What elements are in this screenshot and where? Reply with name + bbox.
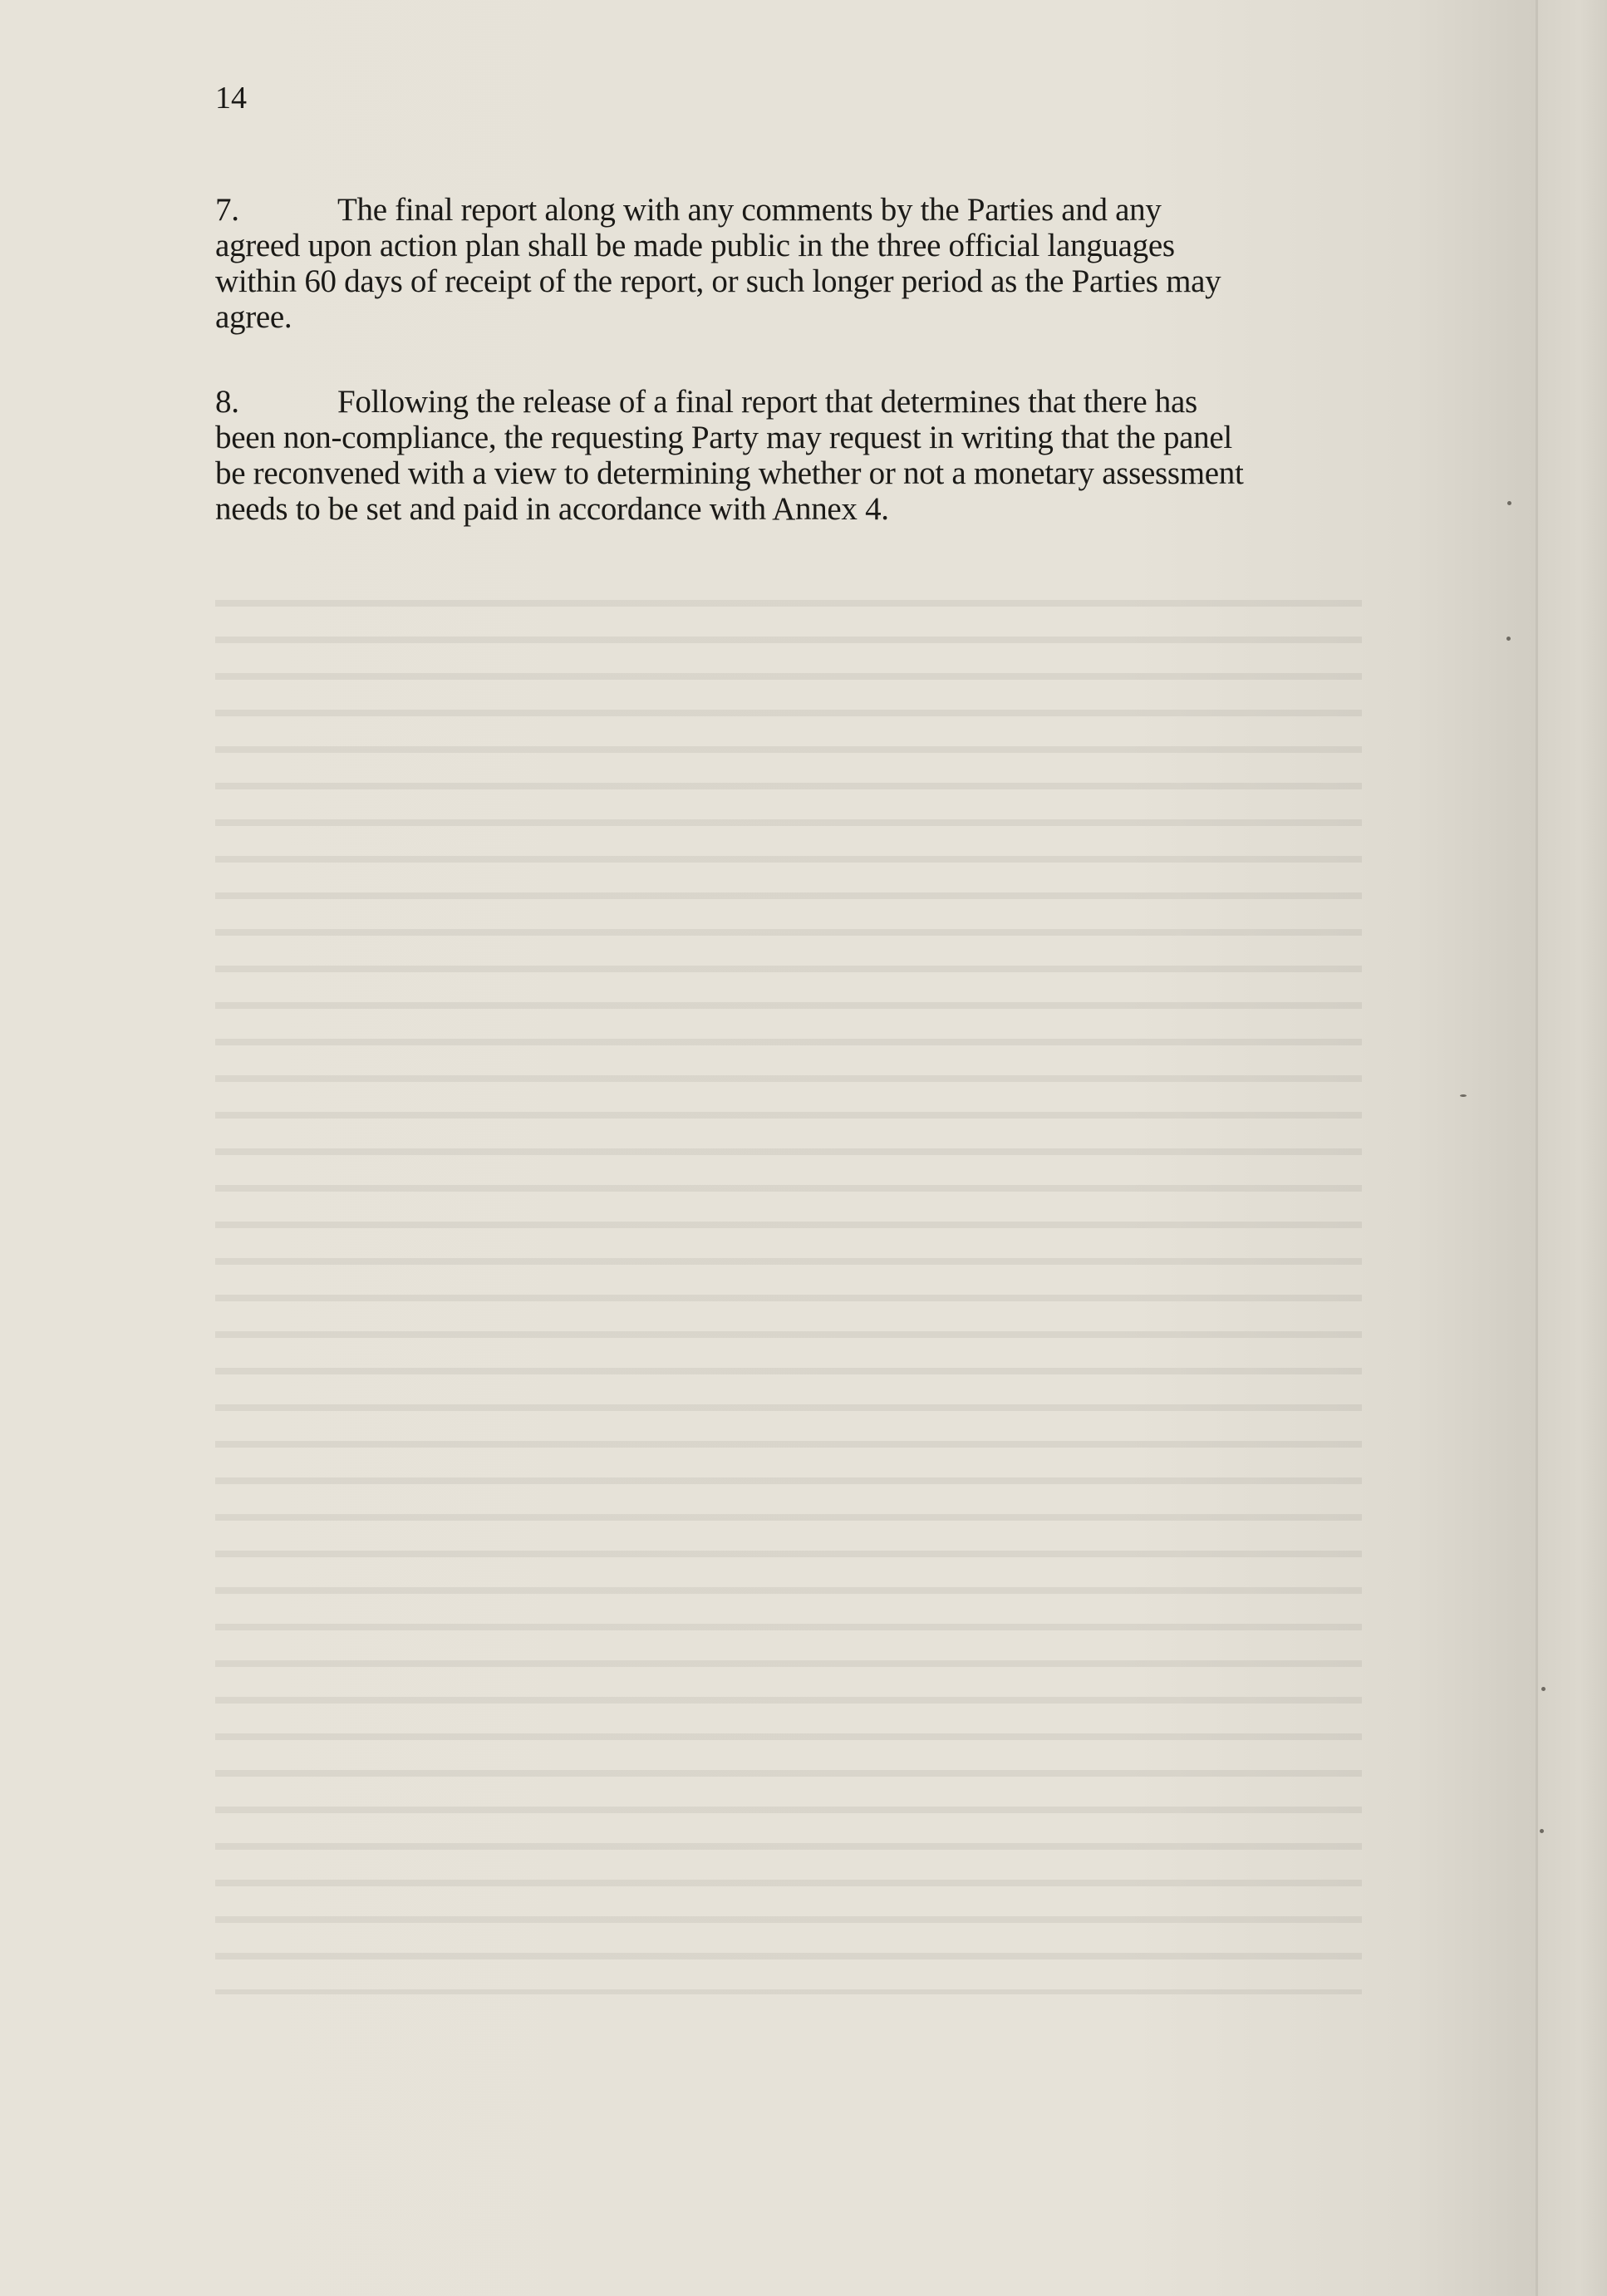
paragraph-line: been non-compliance, the requesting Party may request in writing that the panel	[215, 420, 1232, 455]
bleed-through-texture	[215, 582, 1362, 1994]
paragraph-line: needs to be set and paid in accordance with Annex 4.	[215, 491, 889, 527]
binding-gutter	[1538, 0, 1607, 2296]
paragraph-line: agreed upon action plan shall be made public in the three official languages	[215, 228, 1175, 263]
paper-speck	[1506, 637, 1511, 641]
paragraph-number: 8.	[215, 384, 239, 420]
paragraph-line: be reconvened with a view to determining whether or not a monetary assessment	[215, 455, 1244, 491]
paragraph-7	[215, 192, 1362, 335]
page-number: 14	[215, 81, 247, 116]
paragraph-line: within 60 days of receipt of the report, or such longer period as the Parties may	[215, 263, 1221, 299]
binding-edge	[1536, 0, 1538, 2296]
paper-speck	[1540, 1829, 1544, 1833]
paragraph-line: 7. The final report along with any comments by the Parties and any	[215, 192, 1162, 228]
paragraph-line: 8. Following the release of a final report that determines that there has	[215, 384, 1197, 420]
paper-speck	[1507, 501, 1511, 505]
paragraph-number: 7.	[215, 192, 239, 228]
paragraph-8	[215, 384, 1362, 527]
paragraph-line: agree.	[215, 299, 292, 335]
paper-speck	[1541, 1687, 1546, 1691]
paper-speck	[1460, 1094, 1467, 1097]
